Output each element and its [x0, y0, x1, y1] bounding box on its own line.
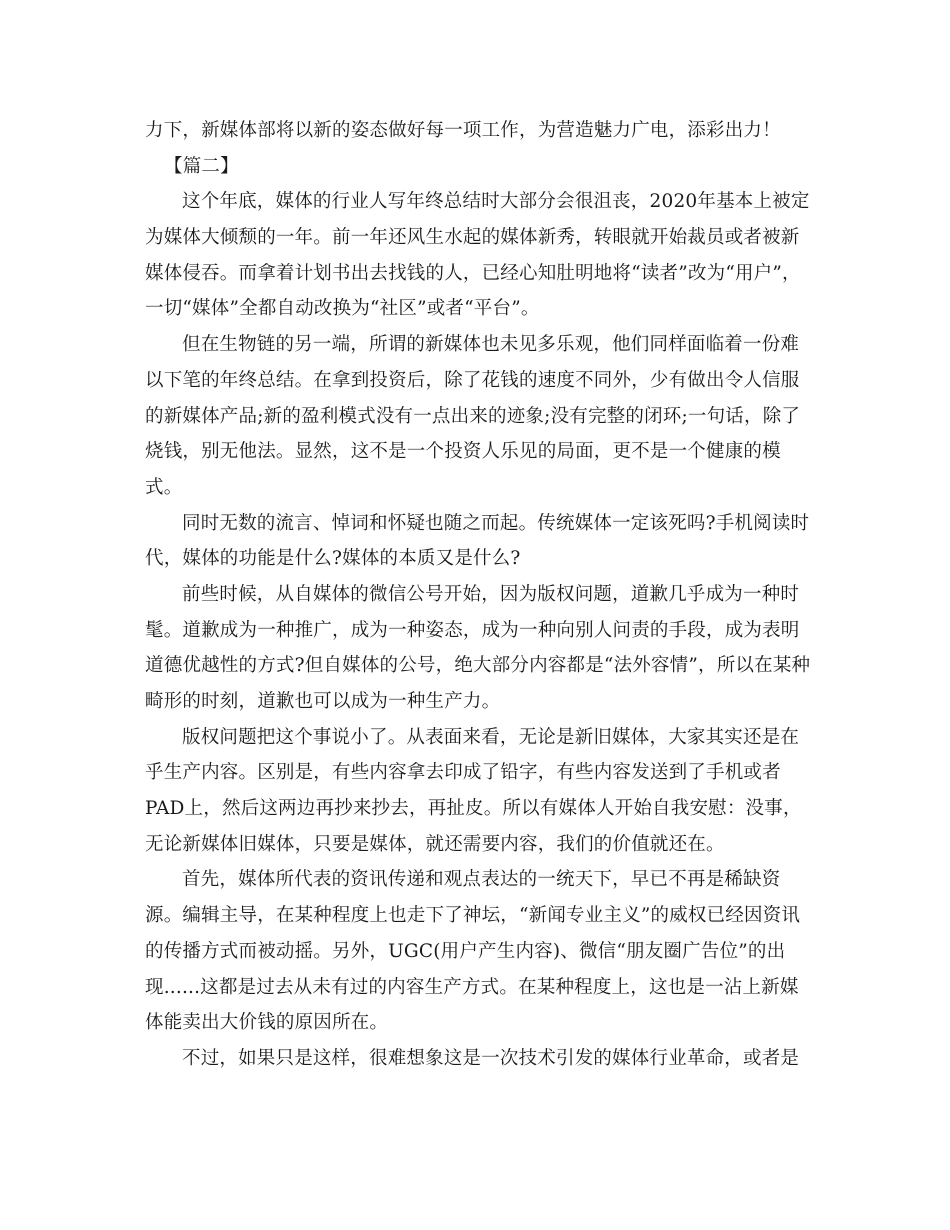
- text-line: 前些时候，从自媒体的微信公号开始，因为版权问题，道歉几乎成为一种时: [182, 583, 800, 605]
- text-line: 烧钱，别无他法。显然，这不是一个投资人乐见的局面，更不是一个健康的模: [145, 441, 781, 463]
- text-line: 的新媒体产品;新的盈利模式没有一点出来的迹象;没有完整的闭环;一句话，除了: [145, 405, 801, 427]
- text-line: 道德优越性的方式?但自媒体的公号，绝大部分内容都是“法外容情”，所以在某种: [145, 655, 811, 677]
- text-line: 版权问题把这个事说小了。从表面来看，无论是新旧媒体，大家其实还是在: [182, 726, 800, 748]
- text-line: 媒体侵吞。而拿着计划书出去找钱的人，已经心知肚明地将“读者”改为“用户”，: [145, 262, 801, 284]
- text-line: 乎生产内容。区别是，有些内容拿去印成了铅字，有些内容发送到了手机或者: [145, 762, 781, 784]
- text-line: 髦。道歉成为一种推广，成为一种姿态，成为一种向别人问责的手段，成为表明: [145, 619, 800, 641]
- text-line: 畸形的时刻，道歉也可以成为一种生产力。: [145, 691, 501, 712]
- text-line: 这个年底，媒体的行业人写年终总结时大部分会很沮丧，2020年基本上被定: [182, 191, 810, 213]
- text-line: 现......这都是过去从未有过的内容生产方式。在某种程度上，这也是一沾上新媒: [145, 976, 799, 998]
- text-line: 首先，媒体所代表的资讯传递和观点表达的一统天下，早已不再是稀缺资: [182, 869, 781, 891]
- document-body: [145, 113, 811, 1077]
- text-line: 代，媒体的功能是什么?媒体的本质又是什么?: [145, 548, 521, 570]
- text-line: PAD上，然后这两边再抄来抄去，再扯皮。所以有媒体人开始自我安慰：没事，: [145, 798, 802, 820]
- text-line: 力下，新媒体部将以新的姿态做好每一项工作，为营造魅力广电，添彩出力！: [145, 120, 781, 141]
- text-line: 源。编辑主导，在某种程度上也走下了神坛，“新闻专业主义”的威权已经因资讯: [145, 905, 801, 927]
- section-heading: 【篇二】: [164, 155, 239, 177]
- text-line: 不过，如果只是这样，很难想象这是一次技术引发的媒体行业革命，或者是: [182, 1047, 800, 1069]
- text-line: 式。: [145, 476, 183, 498]
- text-line: 一切“媒体”全都自动改换为“社区”或者“平台”。: [145, 298, 540, 320]
- text-line: 但在生物链的另一端，所谓的新媒体也未见多乐观，他们同样面临着一份难: [182, 334, 800, 356]
- text-line: 为媒体大倾颓的一年。前一年还风生水起的媒体新秀，转眼就开始裁员或者被新: [145, 227, 800, 249]
- text-line: 同时无数的流言、悼词和怀疑也随之而起。传统媒体一定该死吗?手机阅读时: [182, 512, 810, 534]
- text-line: 以下笔的年终总结。在拿到投资后，除了花钱的速度不同外，少有做出令人信服: [145, 369, 800, 391]
- text-line: 体能卖出大价钱的原因所在。: [145, 1012, 389, 1034]
- text-line: 无论新媒体旧媒体，只要是媒体，就还需要内容，我们的价值就还在。: [145, 833, 725, 855]
- text-line: 的传播方式而被动摇。另外，UGC(用户产生内容)、微信“朋友圈广告位”的出: [145, 940, 786, 962]
